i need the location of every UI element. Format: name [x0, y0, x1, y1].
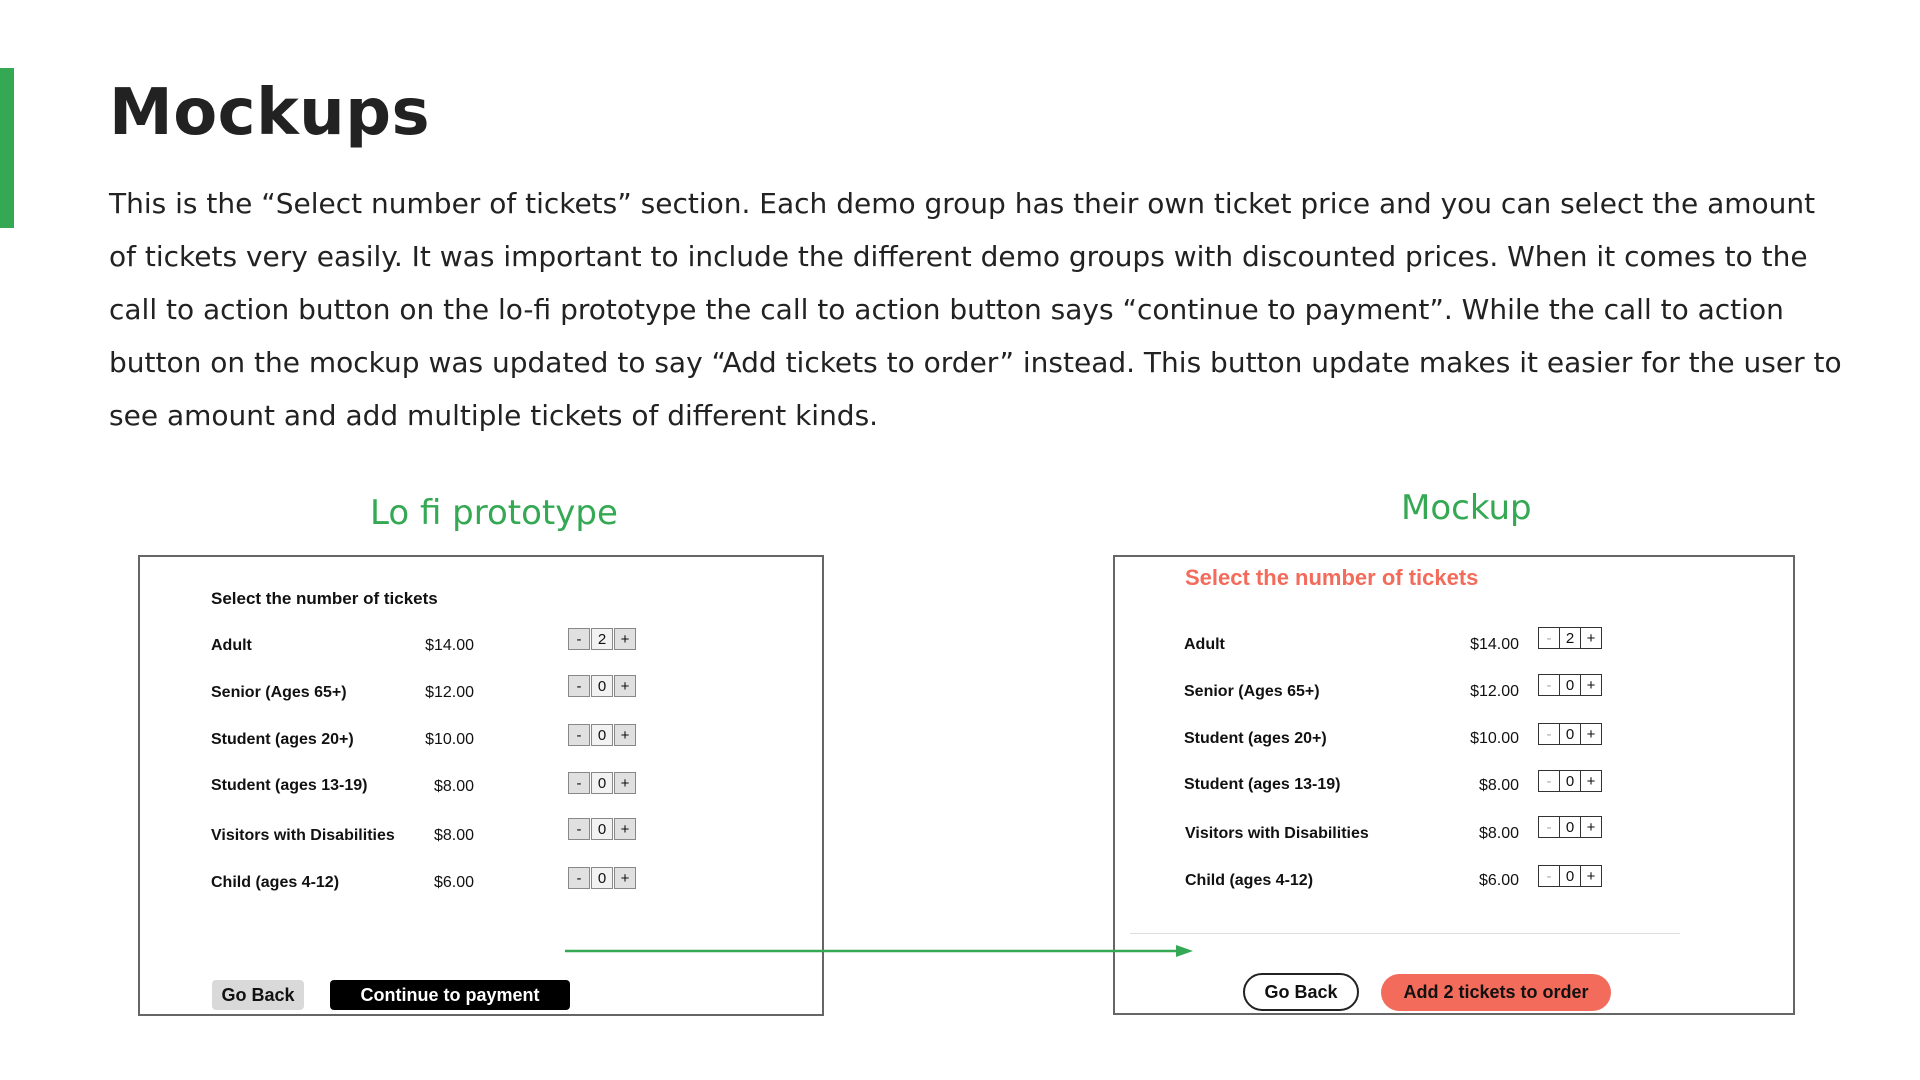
minus-button[interactable]: -	[568, 675, 590, 697]
plus-button[interactable]: +	[614, 675, 636, 697]
arrow-head	[1176, 945, 1193, 957]
minus-button[interactable]: -	[568, 724, 590, 746]
ticket-price: $6.00	[1478, 872, 1519, 889]
page-title: Mockups	[109, 76, 431, 150]
plus-button[interactable]: +	[1580, 865, 1602, 887]
quantity-value: 0	[591, 867, 613, 889]
quantity-value: 0	[1559, 674, 1581, 696]
quantity-value: 0	[591, 675, 613, 697]
plus-button[interactable]: +	[614, 628, 636, 650]
minus-button[interactable]: -	[568, 818, 590, 840]
quantity-value: 2	[1559, 627, 1581, 649]
ticket-price: $12.00	[425, 684, 474, 701]
quantity-value: 0	[1559, 865, 1581, 887]
ticket-label: Child (ages 4-12)	[211, 874, 340, 891]
plus-button[interactable]: +	[1580, 627, 1602, 649]
ticket-price: $10.00	[1470, 730, 1519, 747]
plus-button[interactable]: +	[614, 772, 636, 794]
ticket-label: Visitors with Disabilities	[211, 827, 395, 844]
ticket-label: Senior (Ages 65+)	[211, 684, 347, 701]
minus-button[interactable]: -	[1538, 865, 1560, 887]
plus-button[interactable]: +	[614, 818, 636, 840]
ticket-price: $10.00	[425, 731, 474, 748]
ticket-label: Senior (Ages 65+)	[1184, 683, 1320, 700]
ticket-price: $8.00	[1478, 825, 1519, 842]
minus-button[interactable]: -	[1538, 770, 1560, 792]
go-back-button[interactable]: Go Back	[1243, 973, 1359, 1011]
plus-button[interactable]: +	[614, 867, 636, 889]
add-tickets-to-order-button[interactable]: Add 2 tickets to order	[1381, 974, 1611, 1011]
quantity-value: 0	[1559, 770, 1581, 792]
continue-to-payment-button[interactable]: Continue to payment	[330, 980, 570, 1010]
ticket-price: $14.00	[425, 637, 474, 654]
ticket-price: $8.00	[433, 827, 474, 844]
mockup-caption: Mockup	[1401, 488, 1532, 528]
mockup-heading: Select the number of tickets	[1185, 565, 1479, 590]
ticket-label: Adult	[211, 637, 252, 654]
plus-button[interactable]: +	[1580, 770, 1602, 792]
ticket-label: Student (ages 13-19)	[211, 777, 368, 794]
minus-button[interactable]: -	[568, 628, 590, 650]
quantity-value: 0	[1559, 816, 1581, 838]
ticket-price: $8.00	[433, 778, 474, 795]
description-paragraph: This is the “Select number of tickets” section. Each demo group has their own ticket price and you can select the amount of tickets very easily. It was important to include the different demo groups with discounted prices. When it comes to the call to action button on the lo-fi prototype the call to action button says “continue to payment”. While the call to action button on the mockup was updated to say “Add tickets to order” instead. This button update makes it easier for the user to see amount and add multiple tickets of different kinds.	[109, 187, 1842, 432]
ticket-label: Child (ages 4-12)	[1185, 872, 1314, 889]
quantity-value: 2	[591, 628, 613, 650]
quantity-value: 0	[591, 818, 613, 840]
plus-button[interactable]: +	[1580, 723, 1602, 745]
minus-button[interactable]: -	[1538, 674, 1560, 696]
minus-button[interactable]: -	[1538, 816, 1560, 838]
plus-button[interactable]: +	[1580, 816, 1602, 838]
ticket-price: $12.00	[1470, 683, 1519, 700]
quantity-value: 0	[591, 724, 613, 746]
minus-button[interactable]: -	[568, 772, 590, 794]
ticket-label: Student (ages 20+)	[211, 731, 354, 748]
go-back-button[interactable]: Go Back	[212, 980, 304, 1010]
minus-button[interactable]: -	[568, 867, 590, 889]
ticket-label: Student (ages 20+)	[1184, 730, 1327, 747]
plus-button[interactable]: +	[1580, 674, 1602, 696]
lofi-caption: Lo fi prototype	[370, 493, 618, 533]
quantity-value: 0	[1559, 723, 1581, 745]
ticket-price: $8.00	[1478, 777, 1519, 794]
ticket-label: Student (ages 13-19)	[1184, 776, 1341, 793]
minus-button[interactable]: -	[1538, 723, 1560, 745]
plus-button[interactable]: +	[614, 724, 636, 746]
lofi-heading: Select the number of tickets	[211, 589, 438, 608]
ticket-price: $14.00	[1470, 636, 1519, 653]
minus-button[interactable]: -	[1538, 627, 1560, 649]
ticket-label: Visitors with Disabilities	[1185, 825, 1369, 842]
ticket-price: $6.00	[433, 874, 474, 891]
ticket-label: Adult	[1184, 636, 1225, 653]
quantity-value: 0	[591, 772, 613, 794]
